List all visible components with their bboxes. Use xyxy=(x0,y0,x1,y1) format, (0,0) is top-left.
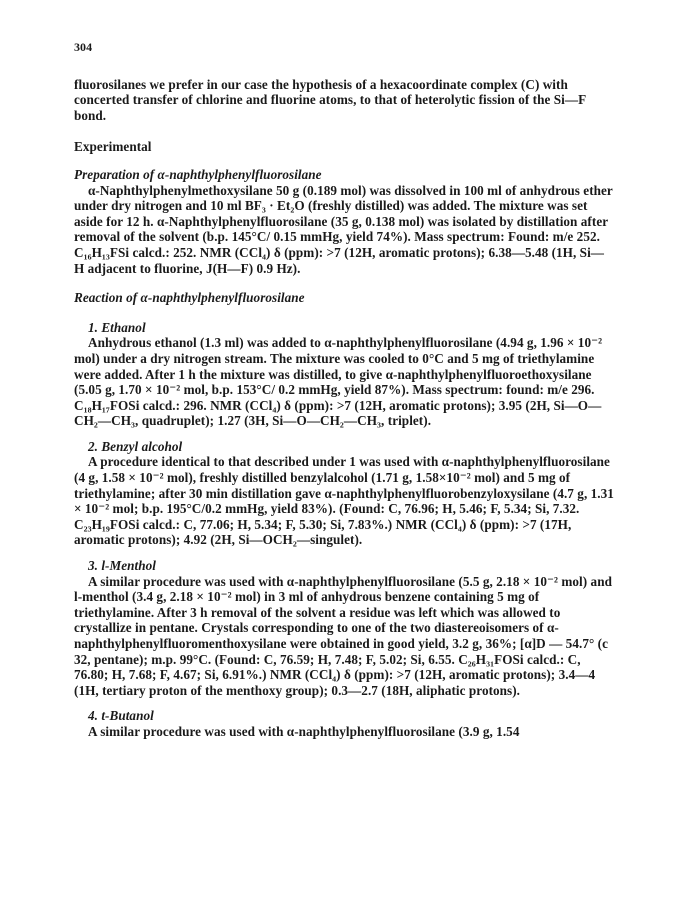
preparation-heading: Preparation of α-naphthylphenylfluorosilane xyxy=(74,166,322,182)
experimental-heading: Experimental xyxy=(74,139,152,155)
section-title: 4. t-Butanol xyxy=(88,708,154,724)
section-body: A similar procedure was used with α-naphthylphenylfluorosilane (3.9 g, 1.54 xyxy=(88,723,520,739)
section-title: 1. Ethanol xyxy=(88,319,146,335)
document-page xyxy=(74,40,614,740)
reaction-heading: Reaction of α-naphthylphenylfluorosilane xyxy=(74,290,305,306)
section-body: A procedure identical to that described under 1 was used with α-naphthylphenylfluorosilane (4 g, 1.58 × 10⁻² mol), freshly distilled benzylalcohol (1.71 g, 1.58×10⁻² mol) and 5 mg of triethylamine; after 30 min distillation gave α-naphthylphenylfluorobenzyloxysilane (4.7 g, 1.31 × 10⁻² mol; b.p. 195°C/0.2 mmHg, yield 83%). (Found: C, 76.96; H, 5.46; F, 5.34; Si, 7.32. C₂₃H₁₉FOSi calcd.: C, 77.06; H, 5.34; F, 5.30; Si, 7.83%.) NMR (CCl₄) δ (ppm): >7 (17H, aromatic protons); 4.92 (2H, Si—OCH₂—singulet). xyxy=(74,454,614,548)
section-body: A similar procedure was used with α-naphthylphenylfluorosilane (5.5 g, 2.18 × 10⁻² mol) and l-menthol (3.4 g, 2.18 × 10⁻² mol) in 3 ml of anhydrous benzene containing 5 mg of triethylamine. After 3 h removal of the solvent a residue was left which was allowed to crystallize in pentane. Crystals corresponding to one of the two diastereoisomers of α-naphthylphenylfluoromenthoxysilane were obtained in good yield, 3.2 g, 36%; [α]D — 54.7° (c 32, pentane); m.p. 99°C. (Found: C, 76.59; H, 7.48; F, 5.02; Si, 6.55. C₂₆H₃₁FOSi calcd.: C, 76.80; H, 7.68; F, 4.67; Si, 6.91%.) NMR (CCl₄) δ (ppm): >7 (12H, aromatic protons); 3.4—4 (1H, tertiary proton of the menthoxy group); 0.3—2.7 (18H, aliphatic protons). xyxy=(74,573,612,698)
page-number: 304 xyxy=(74,40,93,54)
preparation-body: α-Naphthylphenylmethoxysilane 50 g (0.189 mol) was dissolved in 100 ml of anhydrous ether under dry nitrogen and 10 ml BF₃ · Et₂O (freshly distilled) was added. The mixture was set aside for 12 h. α-Naphthylphenylfluorosilane (35 g, 0.138 mol) was isolated by distillation after removal of the solvent (b.p. 145°C/ 0.15 mmHg, yield 74%). Mass spectrum: Found: m/e 252. C₁₆H₁₃FSi calcd.: 252. NMR (CCl₄) δ (ppm): >7 (12H, aromatic protons); 6.38—5.48 (1H, Si—H adjacent to fluorine, J(H—F) 0.9 Hz). xyxy=(74,182,613,276)
section-body: Anhydrous ethanol (1.3 ml) was added to α-naphthylphenylfluorosilane (4.94 g, 1.96 × 10⁻² mol) under a dry nitrogen stream. The mixture was cooled to 0°C and 5 mg of triethylamine were added. After 1 h the mixture was distilled, to give α-naphthylphenylfluoroethoxysilane (5.05 g, 1.70 × 10⁻² mol, b.p. 153°C/ 0.2 mmHg, yield 87%). Mass spectrum: found: m/e 296. C₁₈H₁₇FOSi calcd.: 296. NMR (CCl₄) δ (ppm): >7 (12H, aromatic protons); 3.95 (2H, Si—O—CH₂—CH₃, quadruplet); 1.27 (3H, Si—O—CH₂—CH₃, triplet). xyxy=(74,335,603,429)
section-title: 3. l-Menthol xyxy=(88,558,157,574)
section-title: 2. Benzyl alcohol xyxy=(88,438,183,454)
intro-paragraph: fluorosilanes we prefer in our case the hypothesis of a hexacoordinate complex (C) with concerted transfer of chlorine and fluorine atoms, to that of heterolytic fission of the Si—F bond. xyxy=(74,76,586,123)
